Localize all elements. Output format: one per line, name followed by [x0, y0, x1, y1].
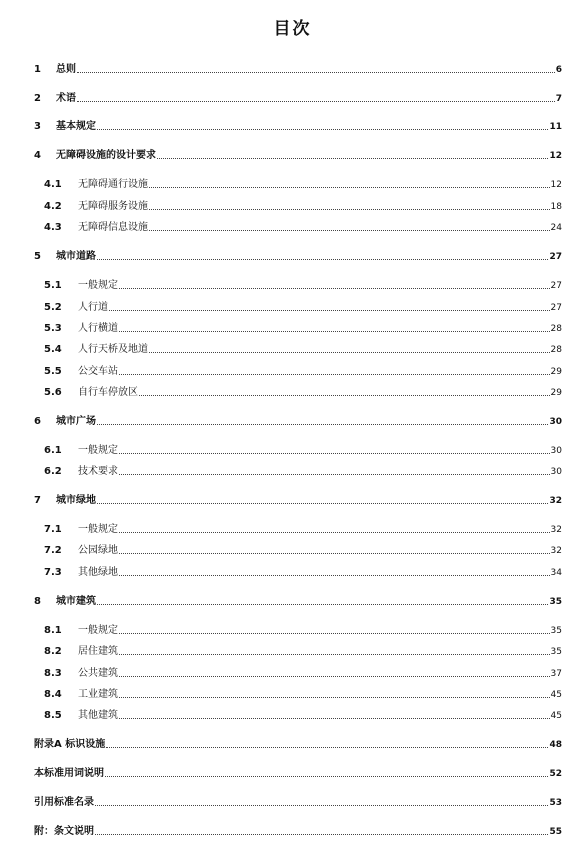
toc-entry-label: 无障碍服务设施: [78, 201, 148, 212]
toc-entry-page: 34: [550, 568, 562, 578]
toc-entry-number: 4.1: [44, 179, 62, 190]
toc-entry-number: 7.2: [44, 545, 62, 556]
toc-entry-number: 8.2: [44, 646, 62, 657]
dot-leader: [149, 351, 550, 353]
toc-entry: [34, 491, 562, 507]
toc-entry-label: 其他建筑: [78, 710, 118, 721]
toc-entry-page: 18: [550, 202, 562, 212]
toc-entry-label: 人行天桥及地道: [78, 344, 148, 355]
toc-entry-page: 28: [550, 324, 562, 334]
toc-entry-number: 8.3: [44, 668, 62, 679]
toc-entry: [44, 462, 562, 478]
dot-leader: [119, 717, 550, 719]
dot-leader: [119, 452, 550, 454]
toc-entry-page: 28: [550, 345, 562, 355]
toc-entry: [44, 383, 562, 399]
toc-entry-page: 11: [549, 122, 562, 132]
toc-entry-page: 7: [555, 94, 562, 104]
toc-entry-number: 4.2: [44, 201, 62, 212]
toc-entry: [44, 276, 562, 292]
dot-leader: [119, 473, 550, 475]
toc-entry-number: 8.5: [44, 710, 62, 721]
toc-entry: [34, 412, 562, 428]
toc-entry-number: 3: [34, 121, 41, 132]
toc-entry-number: 5: [34, 251, 41, 262]
toc-entry-page: 48: [549, 740, 562, 750]
toc-entry: [44, 298, 562, 314]
toc-entry-label: 自行车停放区: [78, 387, 138, 398]
toc-entry: [34, 89, 562, 105]
toc-entry-label: 无障碍设施的设计要求: [56, 150, 156, 161]
toc-entry-number: 8.4: [44, 689, 62, 700]
toc-entry-label: 其他绿地: [78, 567, 118, 578]
toc-entry-label: 技术要求: [78, 466, 118, 477]
dot-leader: [77, 100, 555, 102]
toc-entry: [44, 520, 562, 536]
toc-entry-page: 45: [550, 711, 562, 721]
dot-leader: [119, 632, 550, 634]
toc-entry-label: 公交车站: [78, 366, 118, 377]
dot-leader: [119, 531, 550, 533]
toc-entry-label: 术语: [56, 93, 76, 104]
dot-leader: [119, 552, 550, 554]
toc-entry: [44, 642, 562, 658]
toc-entry-number: 6.1: [44, 445, 62, 456]
toc-entry-number: 5.5: [44, 366, 62, 377]
toc-entry: [44, 362, 562, 378]
dot-leader: [149, 229, 550, 231]
toc-entry-page: 32: [550, 546, 562, 556]
toc-entry: [44, 441, 562, 457]
dot-leader: [139, 394, 550, 396]
toc-entry-label: 城市建筑: [56, 596, 96, 607]
toc-entry-page: 37: [550, 669, 562, 679]
toc-entry-page: 12: [549, 151, 562, 161]
toc-entry-label: 一般规定: [78, 524, 118, 535]
toc-entry-page: 35: [550, 647, 562, 657]
dot-leader: [149, 208, 550, 210]
toc-entry-page: 12: [550, 180, 562, 190]
toc-entry-page: 30: [549, 417, 562, 427]
dot-leader: [97, 502, 548, 504]
toc-entry-label: 附录A 标识设施: [34, 739, 106, 750]
toc-entry-number: 7.1: [44, 524, 62, 535]
toc-entry-label: 公园绿地: [78, 545, 118, 556]
toc-entry-page: 29: [550, 388, 562, 398]
toc-entry-page: 24: [550, 223, 562, 233]
toc-entry: [34, 60, 562, 76]
toc-entry-number: 8.1: [44, 625, 62, 636]
dot-leader: [97, 128, 548, 130]
toc-entry-label: 人行道: [78, 302, 108, 313]
dot-leader: [119, 653, 550, 655]
dot-leader: [95, 804, 548, 806]
toc-entry: [44, 706, 562, 722]
toc-entry-page: 53: [549, 798, 562, 808]
toc-entry-page: 6: [555, 65, 562, 75]
toc-entry-number: 5.2: [44, 302, 62, 313]
dot-leader: [119, 373, 550, 375]
toc-entry: [34, 822, 562, 838]
toc-entry-number: 1: [34, 64, 41, 75]
toc-entry-label: 城市广场: [56, 416, 96, 427]
toc-entry-label: 人行横道: [78, 323, 118, 334]
toc-entry-label: 公共建筑: [78, 668, 118, 679]
toc-entry: [44, 218, 562, 234]
toc-entry: [34, 793, 562, 809]
dot-leader: [119, 696, 550, 698]
toc-entry-number: 5.4: [44, 344, 62, 355]
dot-leader: [119, 330, 550, 332]
toc-entry-label: 一般规定: [78, 445, 118, 456]
toc-entry-number: 6.2: [44, 466, 62, 477]
toc-entry: [44, 319, 562, 335]
toc-entry-number: 5.1: [44, 280, 62, 291]
dot-leader: [119, 287, 550, 289]
toc-entry: [34, 247, 562, 263]
toc-entry-page: 27: [550, 303, 562, 313]
dot-leader: [109, 309, 550, 311]
toc-entry-page: 55: [549, 827, 562, 837]
toc-entry-page: 27: [550, 281, 562, 291]
toc-entry-number: 2: [34, 93, 41, 104]
toc-entry: [34, 592, 562, 608]
dot-leader: [149, 186, 550, 188]
toc-entry-page: 35: [549, 597, 562, 607]
toc-entry-page: 52: [549, 769, 562, 779]
toc-entry-number: 7.3: [44, 567, 62, 578]
toc-entry-label: 无障碍信息设施: [78, 222, 148, 233]
toc-entry-page: 32: [550, 525, 562, 535]
page-title: 目次: [273, 19, 312, 39]
dot-leader: [105, 775, 548, 777]
toc-entry: [34, 764, 562, 780]
toc-entry-label: 附：条文说明: [34, 826, 94, 837]
toc-entry-label: 居住建筑: [78, 646, 118, 657]
toc-entry-label: 基本规定: [56, 121, 96, 132]
toc-entry-label: 工业建筑: [78, 689, 118, 700]
dot-leader: [97, 423, 548, 425]
dot-leader: [119, 675, 550, 677]
toc-entry-page: 35: [550, 626, 562, 636]
dot-leader: [106, 746, 548, 748]
toc-entry-page: 32: [549, 496, 562, 506]
toc-entry-number: 5.6: [44, 387, 62, 398]
toc-entry-page: 30: [550, 446, 562, 456]
dot-leader: [95, 833, 548, 835]
toc-entry-label: 一般规定: [78, 280, 118, 291]
toc-entry: [44, 175, 562, 191]
toc-entry-page: 45: [550, 690, 562, 700]
toc-entry: [44, 197, 562, 213]
toc-entry-label: 城市绿地: [56, 495, 96, 506]
toc-entry: [44, 563, 562, 579]
toc-entry-page: 29: [550, 367, 562, 377]
toc-entry-number: 4: [34, 150, 41, 161]
toc-entry-label: 本标准用词说明: [34, 768, 104, 779]
toc-entry-label: 无障碍通行设施: [78, 179, 148, 190]
toc-entry: [44, 685, 562, 701]
dot-leader: [119, 574, 550, 576]
toc-entry-page: 27: [549, 252, 562, 262]
toc-entry-label: 总则: [56, 64, 76, 75]
toc-entry-label: 一般规定: [78, 625, 118, 636]
toc-entry-number: 5.3: [44, 323, 62, 334]
toc-entry: [44, 340, 562, 356]
toc-entry-number: 6: [34, 416, 41, 427]
dot-leader: [97, 603, 548, 605]
toc-entry-number: 7: [34, 495, 41, 506]
toc-entry: [44, 621, 562, 637]
toc-entry: [44, 541, 562, 557]
dot-leader: [157, 157, 548, 159]
dot-leader: [77, 71, 555, 73]
toc-entry: [34, 735, 562, 751]
toc-entry: [34, 146, 562, 162]
toc-entry: [44, 664, 562, 680]
toc-entry-label: 城市道路: [56, 251, 96, 262]
toc-entry-label: 引用标准名录: [34, 797, 94, 808]
dot-leader: [97, 258, 548, 260]
toc-entry-number: 4.3: [44, 222, 62, 233]
toc-entry-number: 8: [34, 596, 41, 607]
toc-entry: [34, 117, 562, 133]
toc-entry-page: 30: [550, 467, 562, 477]
